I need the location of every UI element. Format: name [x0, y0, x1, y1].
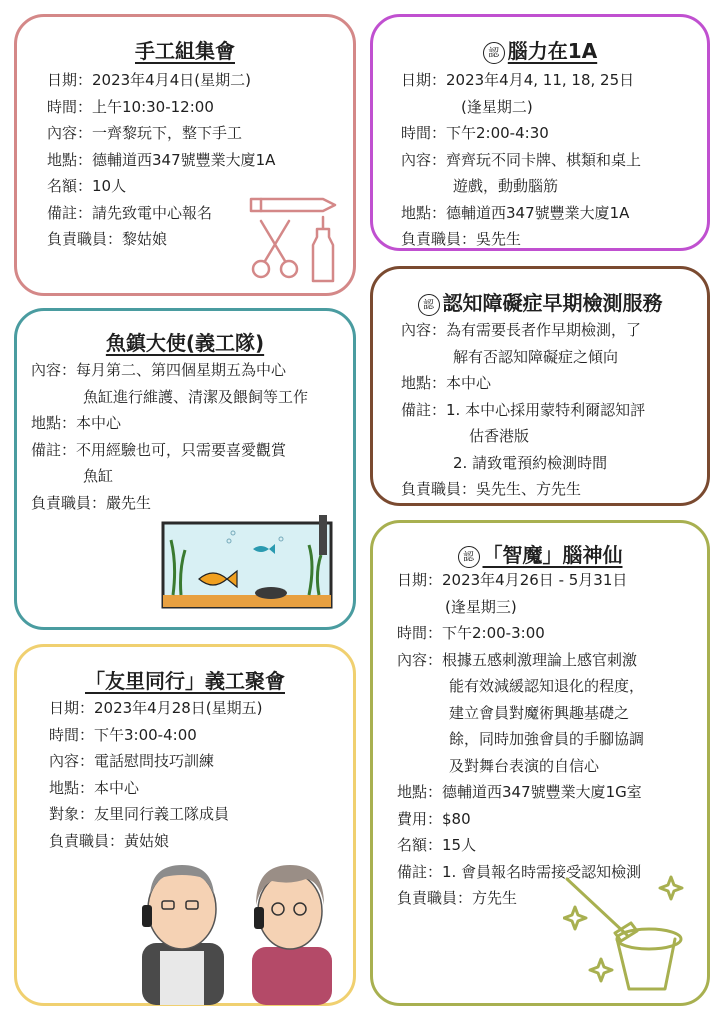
content-cont-row-3: 餘，同時加強會員的手腳協調 [449, 730, 645, 748]
quota-row: 名額：15人 [397, 836, 477, 854]
date-row: 日期：2023年4月26日 - 5月31日 [397, 571, 628, 589]
quota-row: 名額：10人 [47, 177, 127, 195]
content-cont-row-4: 及對舞台表演的自信心 [449, 756, 600, 775]
location-row: 地點：德輔道西347號豐業大廈1A [401, 203, 630, 222]
content-cont-row-2: 建立會員對魔術興趣基礎之 [449, 703, 630, 722]
remark-item-2: 2. 請致電預約檢測時間 [453, 453, 608, 472]
fee-row: 費用：$80 [397, 809, 471, 828]
card-title: 認 「智魔」腦神仙 [373, 539, 707, 568]
content-cont-row: 遊戲，動動腦筋 [453, 177, 559, 195]
staff-row: 負責職員：嚴先生 [31, 493, 152, 512]
card-volunteer-gathering [14, 644, 356, 1006]
remark-row: 備註：請先致電中心報名 [47, 203, 213, 222]
card-title: 認 認知障礙症早期檢測服務 [373, 287, 707, 316]
recognition-badge: 認 [418, 294, 440, 316]
content-row: 內容：齊齊玩不同卡牌、棋類和桌上 [401, 150, 642, 169]
location-row: 地點：德輔道西347號豐業大廈1A [47, 150, 276, 169]
remark-row: 備註：1. 會員報名時需接受認知檢測 [397, 862, 642, 881]
content-cont-row: 解有否認知障礙症之傾向 [453, 347, 619, 366]
time-row: 時間：下午3:00-4:00 [49, 725, 197, 744]
date-note-row: (逢星期三) [445, 597, 517, 616]
location-row: 地點：德輔道西347號豐業大廈1G室 [397, 783, 642, 801]
card-title: 「友里同行」義工聚會 [85, 669, 285, 693]
elderly-phone-icon [132, 855, 342, 1005]
location-row: 地點：本中心 [49, 778, 140, 797]
time-row: 時間：下午2:00-4:30 [401, 124, 549, 142]
location-row: 地點：本中心 [31, 414, 122, 432]
card-fish-ambassador [14, 308, 356, 630]
time-row: 時間：上午10:30-12:00 [47, 97, 214, 116]
recognition-badge: 認 [483, 42, 505, 64]
date-row: 日期：2023年4月4, 11, 18, 25日 [401, 71, 635, 89]
date-row: 日期：2023年4月28日(星期五) [49, 699, 263, 717]
remark-cont-row: 魚缸 [83, 467, 114, 485]
content-cont-row-1: 能有效減緩認知退化的程度， [449, 677, 645, 695]
recognition-badge: 認 [458, 546, 480, 568]
content-cont-row: 魚缸進行維護、清潔及餵飼等工作 [83, 387, 309, 406]
staff-row: 負責職員：方先生 [397, 889, 518, 907]
target-row: 對象：友里同行義工隊成員 [49, 805, 230, 823]
staff-row: 負責職員：吳先生 [401, 230, 522, 248]
content-row: 內容：根據五感刺激理論上感官刺激 [397, 650, 638, 669]
remark-row: 備註：1. 本中心採用蒙特利爾認知評 [401, 400, 646, 419]
staff-row: 負責職員：吳先生、方先生 [401, 480, 582, 498]
content-row: 內容：每月第二、第四個星期五為中心 [31, 361, 287, 379]
card-dementia-screening [370, 266, 710, 506]
content-row: 內容：一齊黎玩下，整下手工 [47, 124, 243, 142]
staff-row: 負責職員：黃姑娘 [49, 831, 170, 850]
magic-hat-icon [563, 867, 693, 997]
time-row: 時間：下午2:00-3:00 [397, 624, 545, 642]
craft-tools-icon [245, 193, 341, 287]
date-row: 日期：2023年4月4日(星期二) [47, 71, 251, 89]
remark-row: 備註：不用經驗也可，只需要喜愛觀賞 [31, 440, 287, 459]
card-title: 魚鎮大使(義工隊) [105, 331, 265, 355]
content-row: 內容：為有需要長者作早期檢測，了 [401, 321, 642, 339]
staff-row: 負責職員：黎姑娘 [47, 230, 168, 248]
card-handcraft [14, 14, 356, 296]
card-magic-brain [370, 520, 710, 1006]
content-row: 內容：電話慰問技巧訓練 [49, 752, 215, 770]
card-title: 認 腦力在1A [373, 35, 707, 64]
date-note-row: (逢星期二) [461, 97, 533, 116]
location-row: 地點：本中心 [401, 374, 492, 392]
fish-tank-icon [159, 511, 339, 611]
remark-cont-row: 估香港版 [469, 427, 530, 445]
card-brain-power [370, 14, 710, 251]
card-title: 手工組集會 [135, 39, 235, 63]
